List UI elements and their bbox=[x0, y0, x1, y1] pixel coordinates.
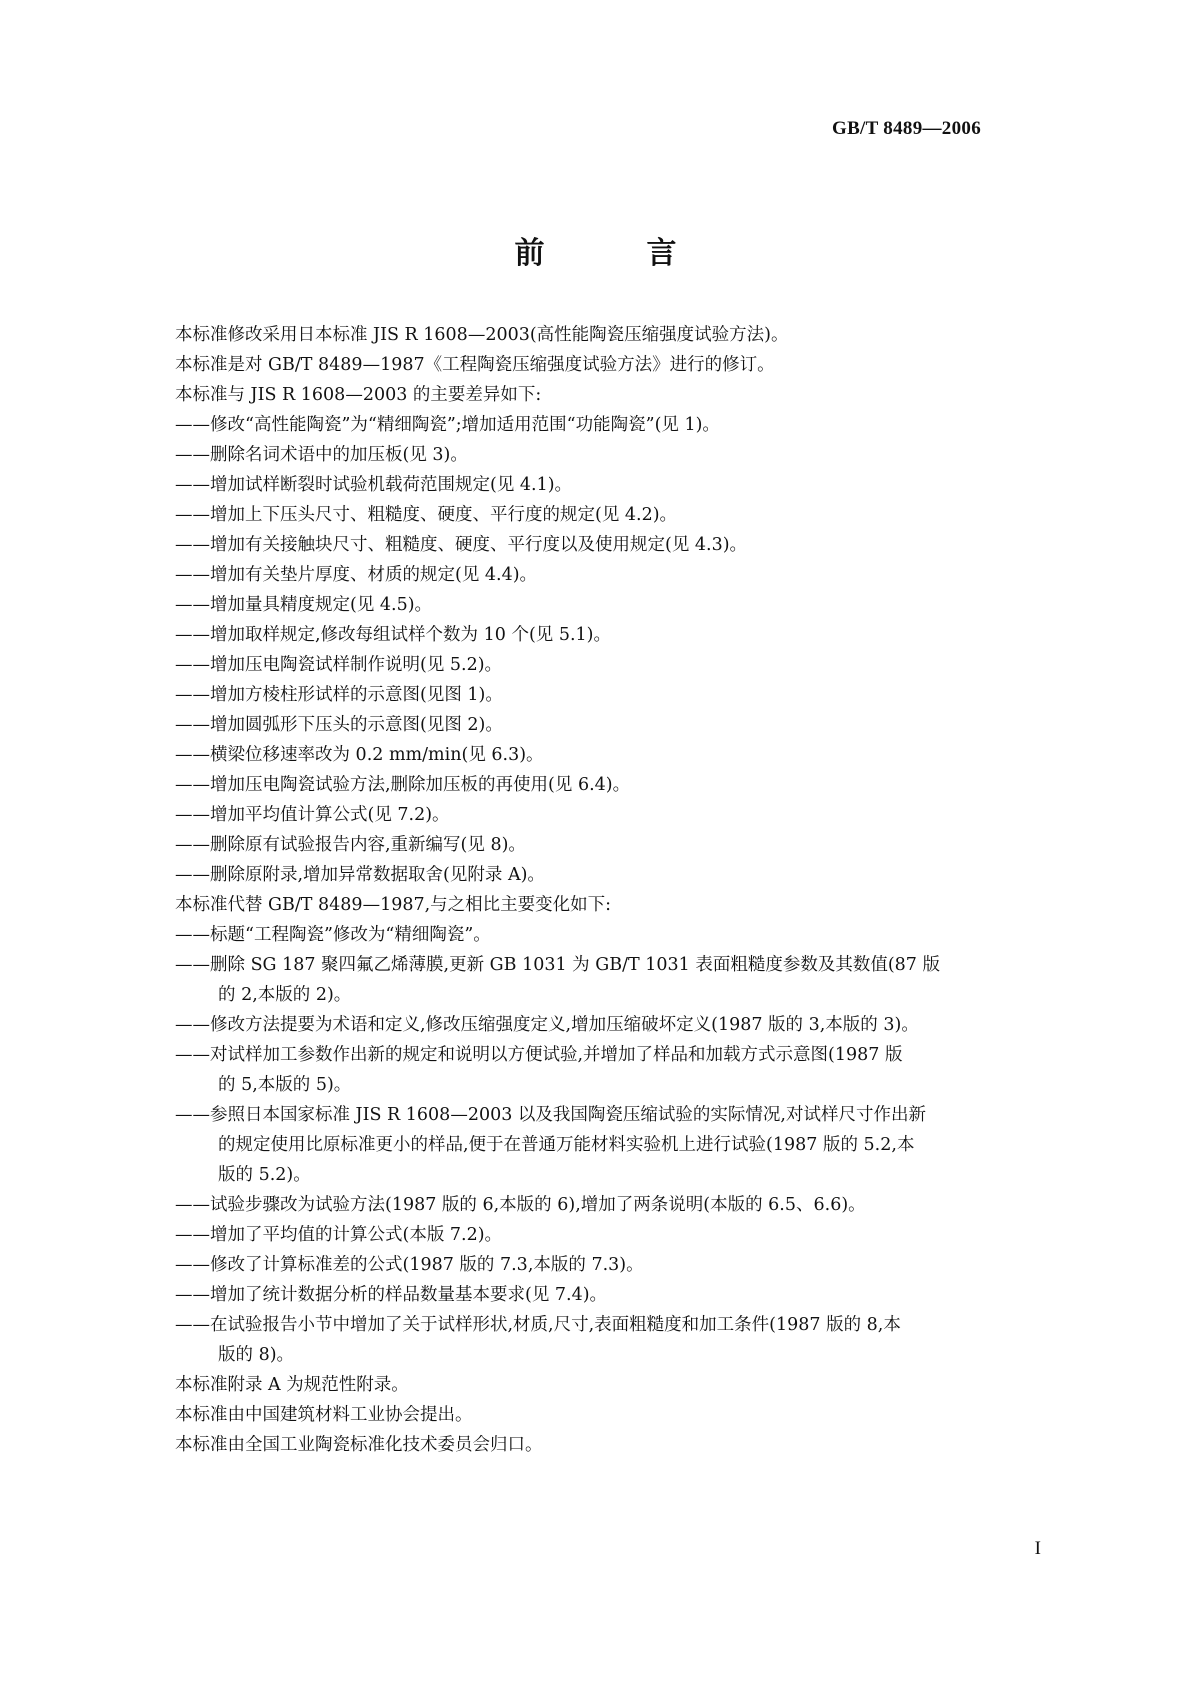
paragraph-line: 本标准是对 GB/T 8489—1987《工程陶瓷压缩强度试验方法》进行的修订。 bbox=[175, 355, 775, 375]
list-item: ——增加了统计数据分析的样品数量基本要求(见 7.4)。 bbox=[175, 1285, 608, 1305]
list-item-continuation: 的 2,本版的 2)。 bbox=[218, 985, 352, 1005]
standard-code: GB/T 8489—2006 bbox=[831, 118, 981, 139]
list-item: ——修改了计算标准差的公式(1987 版的 7.3,本版的 7.3)。 bbox=[175, 1255, 644, 1275]
paragraph-line: 本标准修改采用日本标准 JIS R 1608—2003(高性能陶瓷压缩强度试验方法)。 bbox=[175, 325, 789, 345]
page-number: I bbox=[1034, 1538, 1041, 1559]
list-item: ——修改方法提要为术语和定义,修改压缩强度定义,增加压缩破坏定义(1987 版的 3,本版的 3)。 bbox=[175, 1015, 919, 1035]
list-item: ——增加圆弧形下压头的示意图(见图 2)。 bbox=[175, 715, 503, 735]
list-item: ——标题“工程陶瓷”修改为“精细陶瓷”。 bbox=[175, 925, 491, 945]
list-item-continuation: 的规定使用比原标准更小的样品,便于在普通万能材料实验机上进行试验(1987 版的 5.2,本 bbox=[218, 1135, 915, 1155]
list-item: ——增加方棱柱形试样的示意图(见图 1)。 bbox=[175, 685, 503, 705]
page-title: 前 言 bbox=[514, 236, 713, 271]
list-item: ——试验步骤改为试验方法(1987 版的 6,本版的 6),增加了两条说明(本版的 6.5、6.6)。 bbox=[175, 1195, 866, 1215]
list-item: ——删除 SG 187 聚四氟乙烯薄膜,更新 GB 1031 为 GB/T 1031 表面粗糙度参数及其数值(87 版 bbox=[175, 955, 940, 975]
list-item: ——修改“高性能陶瓷”为“精细陶瓷”;增加适用范围“功能陶瓷”(见 1)。 bbox=[175, 415, 720, 435]
paragraph-line: 本标准由全国工业陶瓷标准化技术委员会归口。 bbox=[175, 1435, 543, 1455]
list-item-continuation: 的 5,本版的 5)。 bbox=[218, 1075, 352, 1095]
list-item: ——增加了平均值的计算公式(本版 7.2)。 bbox=[175, 1225, 503, 1245]
list-item: ——对试样加工参数作出新的规定和说明以方便试验,并增加了样品和加载方式示意图(1987 版 bbox=[175, 1045, 903, 1065]
list-item: ——删除原附录,增加异常数据取舍(见附录 A)。 bbox=[175, 865, 545, 885]
list-item: ——增加试样断裂时试验机载荷范围规定(见 4.1)。 bbox=[175, 475, 573, 495]
list-item: ——删除名词术语中的加压板(见 3)。 bbox=[175, 445, 468, 465]
list-item: ——删除原有试验报告内容,重新编写(见 8)。 bbox=[175, 835, 526, 855]
list-item: ——增加压电陶瓷试样制作说明(见 5.2)。 bbox=[175, 655, 503, 675]
paragraph-line: 本标准由中国建筑材料工业协会提出。 bbox=[175, 1405, 473, 1425]
list-item-continuation: 版的 8)。 bbox=[218, 1345, 295, 1365]
list-item: ——增加有关垫片厚度、材质的规定(见 4.4)。 bbox=[175, 565, 538, 585]
list-item: ——增加压电陶瓷试验方法,删除加压板的再使用(见 6.4)。 bbox=[175, 775, 631, 795]
list-item: ——参照日本国家标准 JIS R 1608—2003 以及我国陶瓷压缩试验的实际情况,对试样尺寸作出新 bbox=[175, 1105, 926, 1125]
paragraph-line: 本标准附录 A 为规范性附录。 bbox=[175, 1375, 409, 1395]
list-item: ——增加上下压头尺寸、粗糙度、硬度、平行度的规定(见 4.2)。 bbox=[175, 505, 678, 525]
foreword-body bbox=[175, 320, 1055, 1460]
list-item: ——增加量具精度规定(见 4.5)。 bbox=[175, 595, 433, 615]
paragraph-line: 本标准代替 GB/T 8489—1987,与之相比主要变化如下: bbox=[175, 895, 612, 915]
paragraph-line: 本标准与 JIS R 1608—2003 的主要差异如下: bbox=[175, 385, 542, 405]
list-item: ——增加有关接触块尺寸、粗糙度、硬度、平行度以及使用规定(见 4.3)。 bbox=[175, 535, 748, 555]
list-item: ——横梁位移速率改为 0.2 mm/min(见 6.3)。 bbox=[175, 745, 544, 765]
list-item: ——增加取样规定,修改每组试样个数为 10 个(见 5.1)。 bbox=[175, 625, 612, 645]
list-item: ——增加平均值计算公式(见 7.2)。 bbox=[175, 805, 450, 825]
list-item-continuation: 版的 5.2)。 bbox=[218, 1165, 311, 1185]
list-item: ——在试验报告小节中增加了关于试样形状,材质,尺寸,表面粗糙度和加工条件(1987 版的 8,本 bbox=[175, 1315, 901, 1335]
